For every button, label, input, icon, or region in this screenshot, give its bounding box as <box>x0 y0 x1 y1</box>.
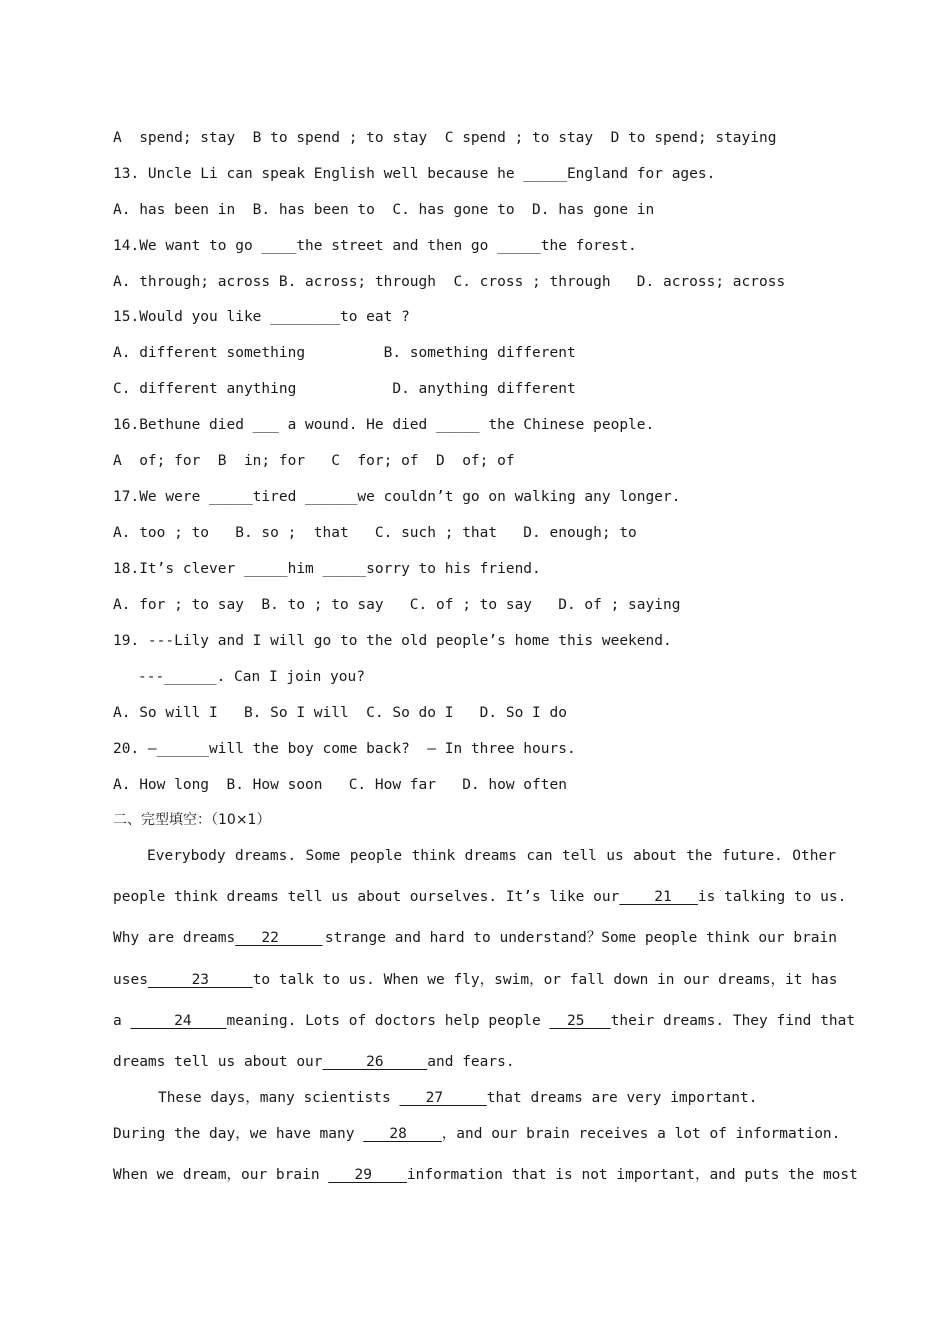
passage-word: think <box>411 848 456 864</box>
q18-stem: 18.It’s clever _____him _____sorry to his friend. <box>113 561 541 577</box>
passage-line <box>147 846 836 866</box>
passage-word: Everybody <box>147 848 226 864</box>
passage-text: During the day，we have many <box>113 1126 364 1142</box>
blank-27[interactable]: 27 <box>399 1090 487 1106</box>
passage-text: dreams tell us about our <box>113 1054 323 1070</box>
blank-22[interactable]: 22 <box>235 930 323 946</box>
passage-text: that dreams are very important. <box>486 1090 758 1106</box>
q19-stem: 19. ---Lily and I will go to the old people’s home this weekend. <box>113 633 672 649</box>
passage-text: These days，many scientists <box>158 1090 400 1106</box>
passage-line <box>113 1165 858 1185</box>
passage-text: ，and our brain receives a lot of information. <box>441 1126 841 1142</box>
passage-word: dreams <box>464 848 517 864</box>
q15-options-ab: A. different something B. something different <box>113 345 576 361</box>
blank-24[interactable]: 24 <box>130 1013 227 1029</box>
passage-word: about <box>633 848 677 864</box>
passage-text: meaning. Lots of doctors help people <box>226 1013 550 1029</box>
passage-word: future. <box>721 848 783 864</box>
q17-stem: 17.We were _____tired ______we couldn’t go on walking any longer. <box>113 489 681 505</box>
blank-28[interactable]: 28 <box>363 1126 442 1142</box>
passage-text: a <box>113 1013 131 1029</box>
blank-21[interactable]: 21 <box>619 889 698 905</box>
passage-word: dreams. <box>234 848 297 864</box>
passage-line <box>113 1052 515 1072</box>
section-heading: 二、完型填空：（10×1） <box>113 812 271 828</box>
q18-options: A. for ; to say B. to ; to say C. of ; to say D. of ; saying <box>113 597 681 613</box>
passage-line <box>113 928 837 948</box>
passage-word: Some <box>305 848 341 864</box>
passage-text: their dreams. They find that <box>610 1013 856 1029</box>
passage-text: Why are dreams <box>113 930 236 946</box>
passage-text: and fears. <box>427 1054 515 1070</box>
q15-options-cd: C. different anything D. anything different <box>113 381 576 397</box>
q17-options: A. too ; to B. so ; that C. such ; that D. enough; to <box>113 525 637 541</box>
passage-text: people think dreams tell us about ourselves. It’s like our <box>113 889 620 905</box>
passage-text: strange and hard to understand？Some people think our brain <box>324 930 837 946</box>
q19-reply: ---______. Can I join you? <box>138 669 365 685</box>
passage-word: Other <box>792 848 836 864</box>
passage-word: the <box>686 848 713 864</box>
passage-line <box>113 1124 841 1144</box>
passage-text: is talking to us. <box>697 889 847 905</box>
q14-stem: 14.We want to go ____the street and then go _____the forest. <box>113 238 637 254</box>
q13-options: A. has been in B. has been to C. has gone to D. has gone in <box>113 202 655 218</box>
q19-options: A. So will I B. So I will C. So do I D. So I do <box>113 705 567 721</box>
blank-25[interactable]: 25 <box>549 1013 611 1029</box>
q13-stem: 13. Uncle Li can speak English well because he _____England for ages. <box>113 166 716 182</box>
q16-options: A of; for B in; for C for; of D of; of <box>113 453 515 469</box>
passage-line <box>113 970 837 990</box>
blank-29[interactable]: 29 <box>328 1167 407 1183</box>
q20-options: A. How long B. How soon C. How far D. how often <box>113 777 567 793</box>
passage-word: us <box>606 848 624 864</box>
q15-stem: 15.Would you like ________to eat ? <box>113 309 410 325</box>
blank-23[interactable]: 23 <box>147 972 253 988</box>
passage-line <box>158 1088 757 1108</box>
passage-word: people <box>349 848 403 864</box>
q14-options: A. through; across B. across; through C. cross ; through D. across; across <box>113 274 786 290</box>
q12-options: A spend; stay B to spend ; to stay C spend ; to stay D to spend; staying <box>113 130 777 146</box>
passage-word: tell <box>561 848 597 864</box>
blank-26[interactable]: 26 <box>322 1054 428 1070</box>
passage-text: information that is not important，and puts the most <box>406 1167 858 1183</box>
passage-word: can <box>526 848 553 864</box>
passage-line <box>113 1011 856 1031</box>
passage-text: When we dream，our brain <box>113 1167 329 1183</box>
passage-text: to talk to us. When we fly，swim，or fall down in our dreams，it has <box>252 972 838 988</box>
passage-text: uses <box>113 972 148 988</box>
q16-stem: 16.Bethune died ___ a wound. He died _____ the Chinese people. <box>113 417 655 433</box>
q20-stem: 20. —______will the boy come back? — In three hours. <box>113 741 576 757</box>
passage-line <box>113 887 847 907</box>
